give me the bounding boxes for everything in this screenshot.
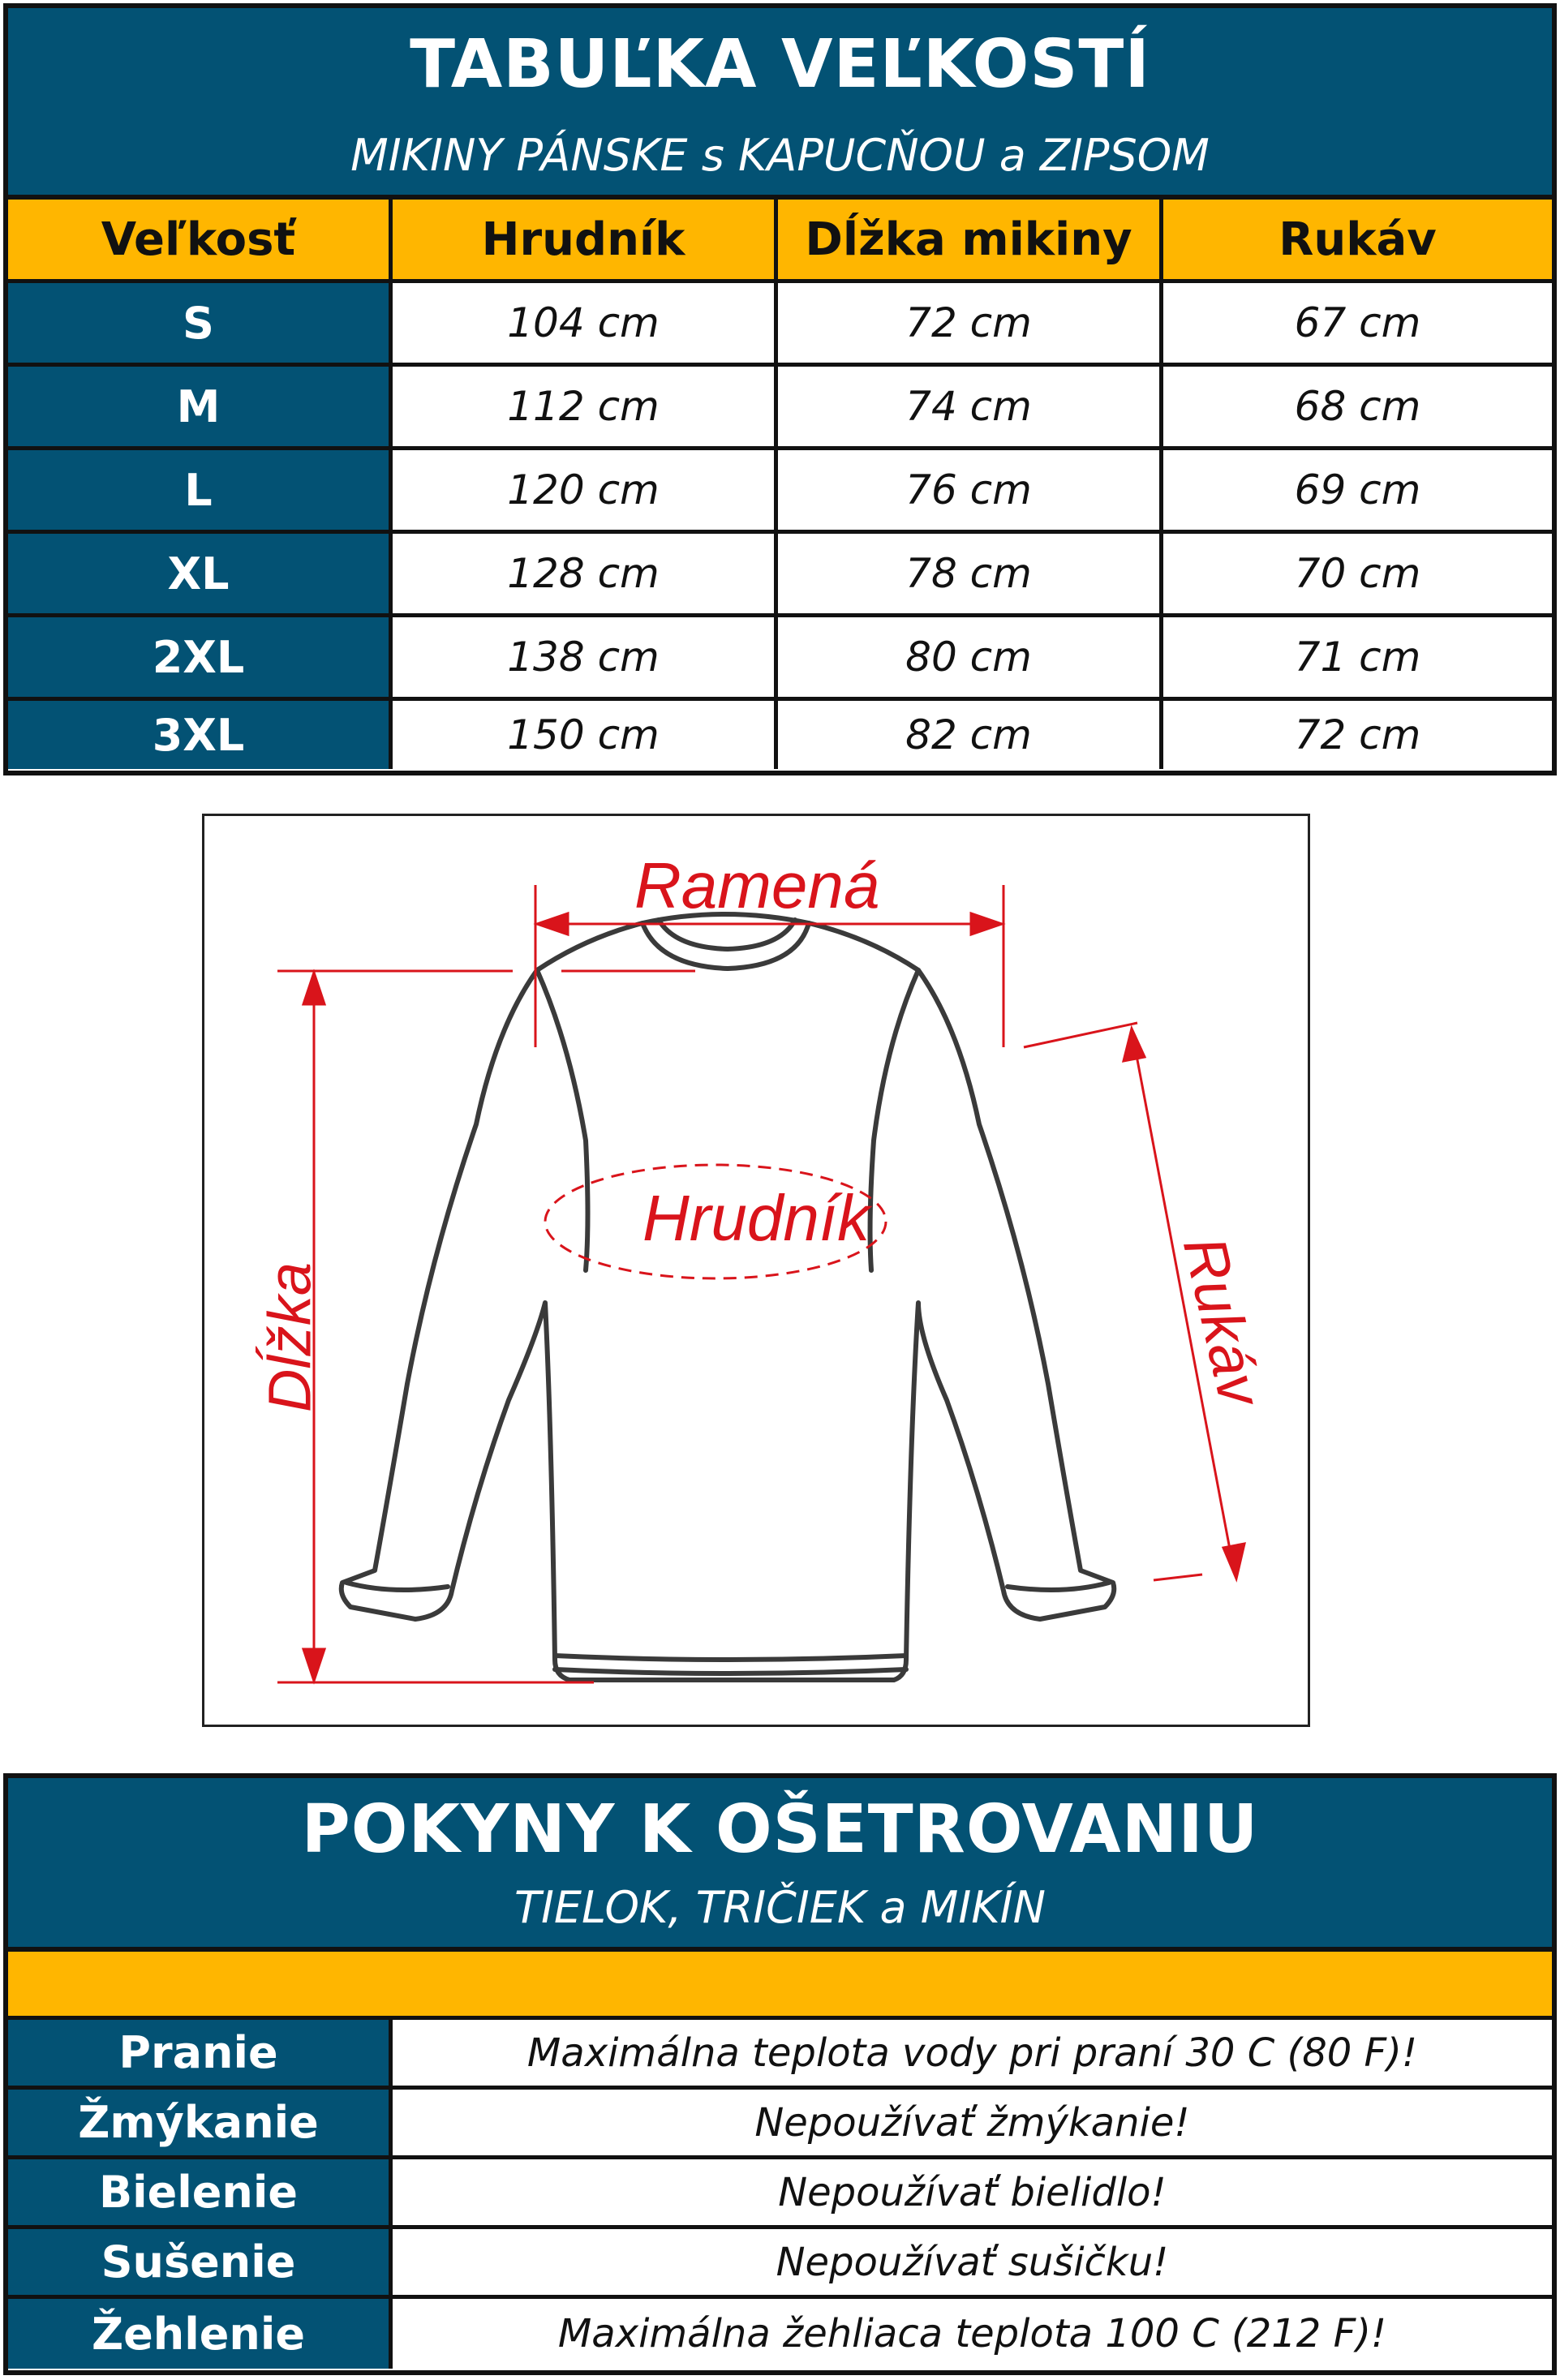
- sleeve-value: 71 cm: [1163, 617, 1552, 701]
- size-label: 2XL: [8, 617, 393, 701]
- size-table-subtitle: MIKINY PÁNSKE s KAPUCŇOU a ZIPSOM: [350, 130, 1210, 181]
- size-grid: [8, 200, 1552, 769]
- chest-value: 150 cm: [393, 701, 778, 769]
- sweater-outline: [342, 914, 1115, 1680]
- size-table: [3, 3, 1557, 775]
- care-label: Pranie: [8, 2020, 393, 2090]
- care-instruction: Nepoužívať bielidlo!: [393, 2159, 1552, 2229]
- length-value: 80 cm: [778, 617, 1163, 701]
- care-instruction: Maximálna žehliaca teplota 100 C (212 F)!: [393, 2299, 1552, 2369]
- care-table-title: POKYNY K OŠETROVANIU: [301, 1791, 1259, 1868]
- shoulders-label: Ramená: [634, 849, 880, 921]
- size-table-title: TABUĽKA VEĽKOSTÍ: [410, 26, 1150, 103]
- size-label: L: [8, 450, 393, 534]
- measurement-lines: [277, 885, 1244, 1682]
- care-table-header: [8, 1778, 1552, 1952]
- care-instruction: Nepoužívať sušičku!: [393, 2229, 1552, 2299]
- care-instruction: Nepoužívať žmýkanie!: [393, 2090, 1552, 2159]
- size-label: S: [8, 283, 393, 367]
- care-label: Sušenie: [8, 2229, 393, 2299]
- sleeve-value: 69 cm: [1163, 450, 1552, 534]
- column-header-sleeve: Rukáv: [1163, 200, 1552, 283]
- chest-value: 112 cm: [393, 367, 778, 450]
- sweater-drawing: [204, 816, 1308, 1725]
- length-value: 82 cm: [778, 701, 1163, 769]
- length-value: 76 cm: [778, 450, 1163, 534]
- size-label: XL: [8, 534, 393, 617]
- column-header-chest: Hrudník: [393, 200, 778, 283]
- chest-label: Hrudník: [642, 1182, 870, 1254]
- chest-value: 104 cm: [393, 283, 778, 367]
- sleeve-value: 67 cm: [1163, 283, 1552, 367]
- chest-value: 128 cm: [393, 534, 778, 617]
- care-label: Žehlenie: [8, 2299, 393, 2369]
- sleeve-value: 72 cm: [1163, 701, 1552, 769]
- care-grid: [8, 2020, 1552, 2369]
- care-table-subtitle: TIELOK, TRIČIEK a MIKÍN: [514, 1882, 1046, 1933]
- sleeve-value: 68 cm: [1163, 367, 1552, 450]
- measurement-diagram: [202, 814, 1310, 1727]
- length-label: Dĺžka: [256, 1261, 324, 1413]
- chest-value: 138 cm: [393, 617, 778, 701]
- care-instruction: Maximálna teplota vody pri praní 30 C (80 F)!: [393, 2020, 1552, 2090]
- size-table-header: [8, 8, 1552, 200]
- length-value: 78 cm: [778, 534, 1163, 617]
- care-label: Bielenie: [8, 2159, 393, 2229]
- size-label: 3XL: [8, 701, 393, 769]
- sleeve-label: Rukáv: [1170, 1230, 1275, 1412]
- length-value: 74 cm: [778, 367, 1163, 450]
- column-header-size: Veľkosť: [8, 200, 393, 283]
- column-header-length: Dĺžka mikiny: [778, 200, 1163, 283]
- length-value: 72 cm: [778, 283, 1163, 367]
- care-accent-bar: [8, 1952, 1552, 2020]
- chest-value: 120 cm: [393, 450, 778, 534]
- care-table: [3, 1773, 1557, 2375]
- sleeve-value: 70 cm: [1163, 534, 1552, 617]
- size-label: M: [8, 367, 393, 450]
- care-label: Žmýkanie: [8, 2090, 393, 2159]
